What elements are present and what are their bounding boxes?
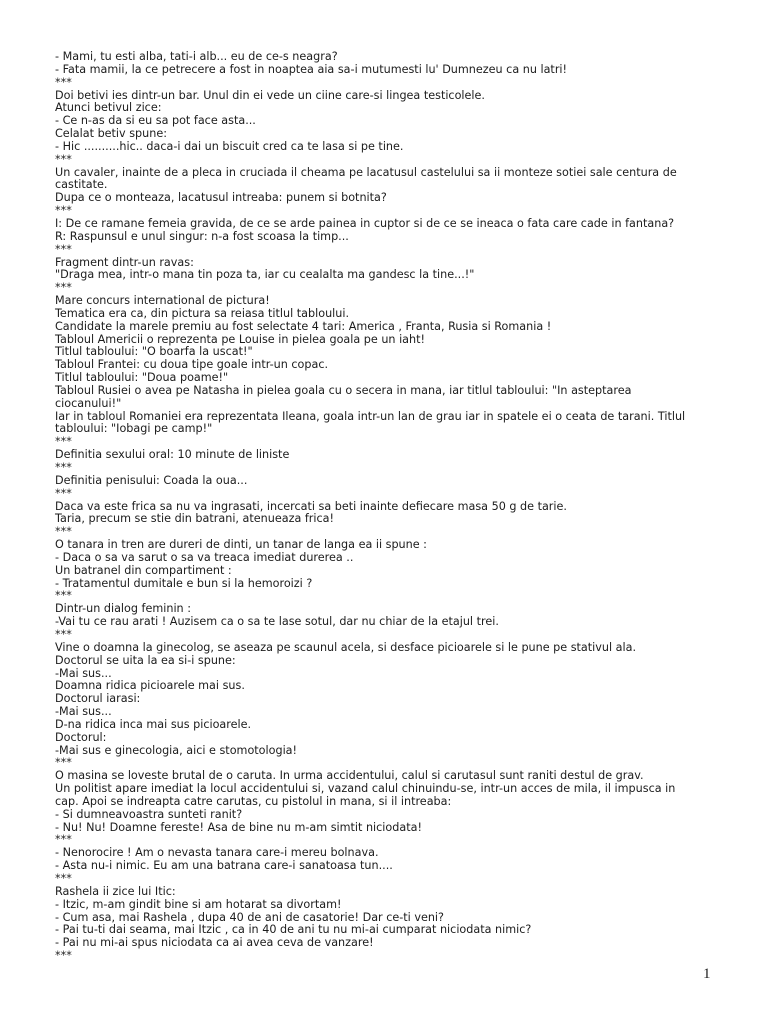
text-line: Definitia penisului: Coada la oua... [55,473,248,487]
text-line: - Asta nu-i nimic. Eu am una batrana care-i sanatoasa tun.... [55,859,393,873]
separator-line: *** [55,435,72,449]
separator-line: *** [55,461,72,474]
text-line: I: De ce ramane femeia gravida, de ce se arde painea in cuptor si de ce se ineaca o fata care cade in fantana? [55,216,675,230]
text-line: Rashela ii zice lui Itic: [55,884,176,898]
text-line: Tabloul Frantei: cu doua tipe goale intr-un copac. [55,358,329,372]
text-line: - Nu! Nu! Doamne fereste! Asa de bine nu m-am simtit niciodata! [55,820,422,834]
text-line: Dupa ce o monteaza, lacatusul intreaba: punem si botnita? [55,191,387,205]
text-line: Tabloul Americii o reprezenta pe Louise in pielea goala pe un iaht! [55,332,425,346]
text-line: Doctorul iarasi: [55,692,141,706]
text-line: Titlul tabloului: "O boarfa la uscat!" [55,345,253,359]
separator-line: *** [55,872,72,885]
separator-line: *** [55,756,72,770]
text-line: Taria, precum se stie din batrani, atenueaza frica! [55,512,335,526]
text-line: Doamna ridica picioarele mai sus. [55,679,245,693]
text-line: - Fata mamii, la ce petrecere a fost in noaptea aia sa-i mutumesti lu' Dumnezeu ca nu latri! [55,62,568,76]
text-line: Un batranel din compartiment : [55,563,232,577]
text-line: - Daca o sa va sarut o sa va treaca imediat durerea .. [55,550,354,564]
text-line: Dintr-un dialog feminin : [55,602,191,616]
text-line: Daca va este frica sa nu va ingrasati, incercati sa beti inainte defiecare masa 50 g de tarie. [55,499,567,513]
separator-line: *** [55,486,72,500]
text-line: cap. Apoi se indreapta catre carutas, cu pistolul in mana, si il intreaba: [55,794,452,808]
text-line: Doi betivi ies dintr-un bar. Unul din ei vede un ciine care-si lingea testicolele. [55,88,485,102]
text-line: - Pai nu mi-ai spus niciodata ca ai avea ceva de vanzare! [55,936,374,950]
text-line: ciocanului!" [55,396,122,410]
separator-line: *** [55,152,72,166]
text-line: castitate. [55,178,108,192]
separator-line: *** [55,627,72,641]
text-line: D-na ridica inca mai sus picioarele. [55,717,252,731]
text-line: - Nenorocire ! Am o nevasta tanara care-i mereu bolnava. [55,846,379,860]
text-line: - Ce n-as da si eu sa pot face asta... [55,114,256,128]
page-number: 1 [703,966,711,982]
text-line: Celalat betiv spune: [55,127,167,141]
separator-line: *** [55,242,72,256]
text-line: Mare concurs international de pictura! [55,294,270,308]
text-line: Vine o doamna la ginecolog, se aseaza pe scaunul acela, si desface picioarele si le pune pe stativul ala. [55,640,637,654]
text-line: Doctorul: [55,730,107,744]
text-line: Atunci betivul zice: [55,101,162,115]
text-line: Candidate la marele premiu au fost selectate 4 tari: America , Franta, Rusia si Romania ! [55,319,552,333]
text-line: Un politist apare imediat la locul accidentului si, vazand calul chinuindu-se, intr-un acces de mila, il impusca in [55,782,676,796]
separator-line: *** [55,833,72,847]
text-line: Titlul tabloului: "Doua poame!" [55,371,229,385]
text-line: Iar in tabloul Romaniei era reprezentata Ileana, goala intr-un lan de grau iar in spatele ei o ceata de tarani. Titlul [55,409,686,423]
text-line: Definitia sexului oral: 10 minute de liniste [55,448,290,462]
separator-line: *** [55,589,72,603]
text-line: - Hic ..........hic.. daca-i dai un biscuit cred ca te lasa si pe tine. [55,139,404,153]
text-line: Tabloul Rusiei o avea pe Natasha in pielea goala cu o secera in mana, iar titlul tabloului: "In asteptarea [55,383,632,397]
text-line: - Pai tu-ti dai seama, mai Itzic , ca in 40 de ani tu nu mi-ai cumparat niciodata nimic? [55,923,532,937]
separator-line: *** [55,75,72,89]
text-line: R: Raspunsul e unul singur: n-a fost scoasa la timp... [55,229,349,243]
text-line: - Cum asa, mai Rashela , dupa 40 de ani de casatorie! Dar ce-ti veni? [55,910,444,924]
text-line: O tanara in tren are dureri de dinti, un tanar de langa ea ii spune : [55,538,427,552]
text-line: -Mai sus... [55,666,112,680]
text-line: "Draga mea, intr-o mana tin poza ta, iar cu cealalta ma gandesc la tine...!" [55,268,475,282]
text-line: - Si dumneavoastra sunteti ranit? [55,807,243,821]
separator-line: *** [55,204,72,218]
text-line: Doctorul se uita la ea si-i spune: [55,653,236,667]
text-line: O masina se loveste brutal de o caruta. In urma accidentului, calul si carutasul sunt raniti destul de grav. [55,769,644,783]
text-line: -Mai sus e ginecologia, aici e stomotologia! [55,743,298,757]
text-line: -Vai tu ce rau arati ! Auzisem ca o sa te lase sotul, dar nu chiar de la etajul trei. [55,615,499,629]
text-line: -Mai sus... [55,705,112,719]
text-line: Un cavaler, inainte de a pleca in cruciada il cheama pe lacatusul castelului sa ii monteze sotiei sale centura de [55,165,677,179]
text-line: - Tratamentul dumitale e bun si la hemoroizi ? [55,576,313,590]
text-line: - Itzic, m-am gindit bine si am hotarat sa divortam! [55,897,342,911]
separator-line: *** [55,281,72,295]
separator-line: *** [55,525,72,539]
separator-line: *** [55,949,72,963]
text-line: Tematica era ca, din pictura sa reiasa titlul tabloului. [55,306,350,320]
text-line: tabloului: "Iobagi pe camp!" [55,422,213,436]
text-line: - Mami, tu esti alba, tati-i alb... eu de ce-s neagra? [55,50,338,63]
document-body [55,51,715,963]
text-line: Fragment dintr-un ravas: [55,255,194,269]
